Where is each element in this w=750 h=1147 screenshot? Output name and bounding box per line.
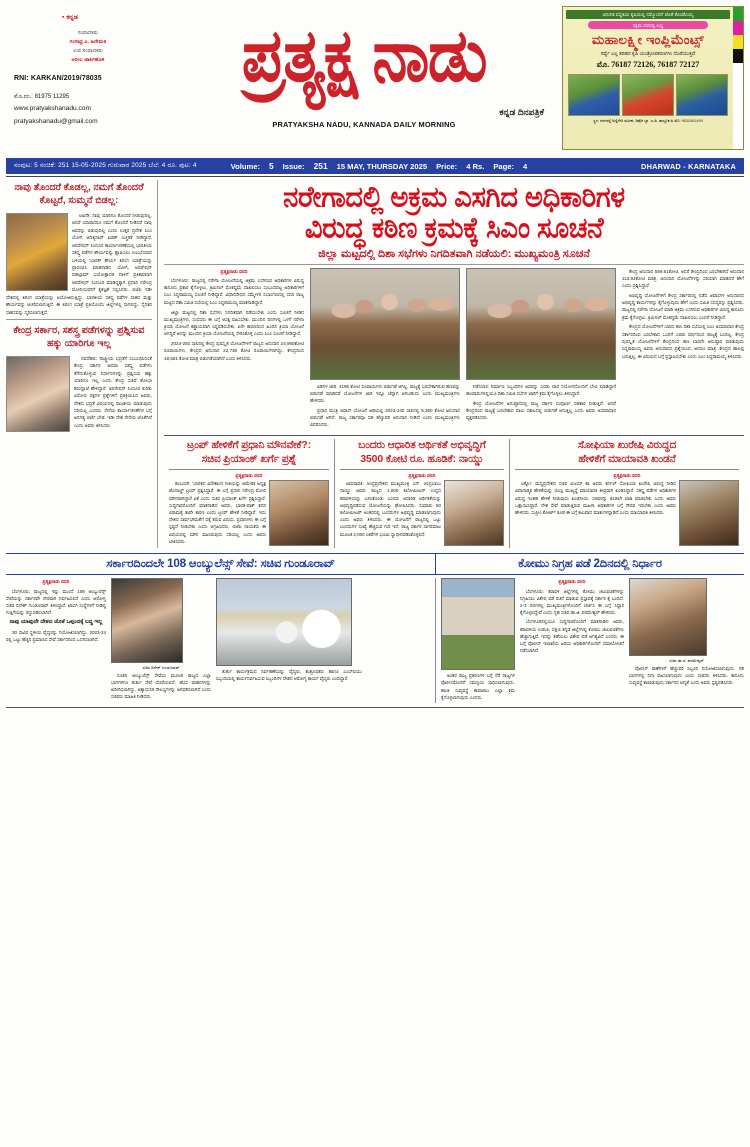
- ad-description: ಸರ್ವ್ಯೆ ಎಲ್ಲ ತರಹದ ಕೃಷಿ ಯಂತ್ರೋಪಕರಣಗಳು ದೊರೆಯುತ್ತವೆ: [600, 52, 696, 57]
- ad-phone: ಮೊ. 76187 72126, 76187 72127: [596, 60, 700, 69]
- masthead-left-info: [6, 6, 166, 156]
- bottom-left-text-2: ನೂತನ ಆಂಬ್ಯುಲೆನ್ಸ್ ಸೇವೆಯ ಮೂಲಕ ರಾಜ್ಯದ ಎಲ್ಲಾ ಭಾಗಗಳಿಗೂ ತುರ್ತು ಸೇವೆ ದೊರೆಯಲಿದೆ. ಹೊಸ ವಾಹನಗಳನ್ನು ಖರೀದಿಸಲಾಗಿದ್ದು, ಅತ್ಯಾಧುನಿಕ ಸೌಲಭ್ಯಗಳನ್ನು ಅಳವಡಿಸಲಾಗಿದೆ ಎಂದು ಸಚಿವರು ಮಾಹಿತಿ ನೀಡಿದರು.: [111, 672, 211, 700]
- bottom-left-text-4: ತುರ್ತು ಕಾರ್ಯಕ್ರಮದ ನಿರ್ವಹಣೆಯನ್ನು ವೈದ್ಯರು, ಶುಶ್ರೂಷಕರು ಹಾಗೂ ಎಎಸ್ಐಯು ಸಿಬ್ಬಂದಿಯಲ್ಲಿ ಕಾರ್ಯನಿರ್ವಹಿಸುವ ಸಿಬ್ಬಂದಿಗಳ ದೇಶದ ಆರೋಗ್ಯ ಕಾರ್ಯ ವೈದ್ಯರು ಎಂದಿದ್ದಾರೆ.: [216, 669, 362, 682]
- bottom-left-ambulance-photo: [216, 578, 352, 666]
- lead-col1-p1: ಬೆಂಗಳೂರು: ರಾಜ್ಯದಲ್ಲಿ ನರೇಗಾ ಯೋಜನೆಯಲ್ಲಿ ಅಕ್ರಮ ಎಸಗಿರುವ ಅಧಿಕಾರಿಗಳ ವಿರುದ್ಧ ಕಾನೂನು ಪ್ರಕಾರ ಕೈಗೊಳ್ಳಲು, ಕ್ರಿಮಿನಲ್ ಮೊಕದ್ದಮೆ ದಾಖಲಿಸಲು ಸಂಬಂಧಪಟ್ಟ ಅಧಿಕಾರಿಗಳಿಗೆ ಸಿಎಂ ಸಿದ್ದರಾಮಯ್ಯ ಸೂಚನೆ ನೀಡಿದ್ದಾರೆ. ವಿಧಾನಸೌಧದ ಸಮ್ಮೇಳನ ಸಭಾಂಗಣದಲ್ಲಿ ಸದನ ರಾಜ್ಯ ಮಟ್ಟದ ದಿಶಾ ಸಮಿತಿ ಸಭೆಯಲ್ಲಿ ಸಿಎಂ ಸಿದ್ದರಾಮಯ್ಯ ಮಾತನಾಡಿದ್ದಾರೆ.: [164, 277, 304, 305]
- contact-phone: ಮೊ.ನಂ.: 81975 11295: [14, 94, 70, 101]
- left-story-2-photo: [6, 356, 70, 432]
- masthead-advertisement[interactable]: [562, 6, 744, 150]
- bottom-left-text-1: ಬೆಂಗಳೂರು: ರಾಜ್ಯದಲ್ಲಿ ಇನ್ನು ಮುಂದೆ 108 ಆಂಬ್ಯುಲೆನ್ಸ್ ಸೇವೆಯನ್ನು ಸರ್ಕಾರವೇ ನೇರವಾಗಿ ನಿರ್ವಹಿಸಲಿದೆ ಎಂದು ಆರೋಗ್ಯ ಸಚಿವ ದಿನೇಶ್ ಗುಂಡೂರಾವ್ ತಿಳಿಸಿದ್ದಾರೆ. ಖಾಸಗಿ ಸಂಸ್ಥೆಗಳಿಗೆ ನೀಡಿದ್ದ ಗುತ್ತಿಗೆಯನ್ನು ರದ್ದುಪಡಿಸಲಾಗಿದೆ.: [6, 588, 106, 616]
- divider-left-stories: [6, 319, 152, 320]
- mid-story-2-photo: [444, 480, 504, 546]
- left-sidebar-column: [6, 180, 158, 548]
- lead-story-photo-meeting: [310, 268, 460, 380]
- bottom-story-communal-force[interactable]: [436, 578, 744, 703]
- bottom-right-text-4: ಅಂತರ ರಾಜ್ಯ ಪ್ರಕರಣಗಳ ಬಗ್ಗೆ ನೆರೆ ರಾಜ್ಯಗಳ ಪೊಲೀಸರೊಂದಿಗೆ ಸಮನ್ವಯ ಸಾಧಿಸಲಾಗುವುದು. ಶಾಂತಿ ಸುವ್ಯವಸ್ಥೆ ಕಾಪಾಡಲು ಎಲ್ಲಾ ಕ್ರಮ ಕೈಗೊಳ್ಳಲಾಗುವುದು ಎಂದರು.: [441, 673, 515, 700]
- rni-number: RNI: KARKAN/2019/78035: [14, 75, 102, 83]
- ad-content: [563, 7, 733, 149]
- bottom-right-col-2: [520, 578, 624, 703]
- lead-col4-p2: ಅಭಿವೃದ್ಧಿ ಯೋಜನೆಗಳಿಗೆ ಕೇಂದ್ರ ಸರ್ಕಾರದಲ್ಲಿ ನಡೆದ ಆವಾಸಗಳ ಅನುದಾನದ ಅಭಿವೃದ್ಧಿ ಕಾರ್ಯಗಳನ್ನು ಕೈಗೊಳ್ಳುವುದು ಹೇಗೆ ಎಂದು ಸಮಿತಿ ಸದಸ್ಯರನ್ನು ಪ್ರಶ್ನಿಸಿದರು. ರಾಜ್ಯದಲ್ಲಿ ನರೇಗಾ ಯೋಜನೆ ಮಾಡಿ ಅಕ್ರಮ ಎಸಗಿರುವ ಅಧಿಕಾರಿಗಳ ವಿರುದ್ಧ ಕಾನೂನು ಕ್ರಮ ಕೈಗೊಳ್ಳಲು, ಕ್ರಿಮಿನಲ್ ಮೊಕದ್ದಮೆ ದಾಖಲಿಸಲು ಎಂದರೆ ನೀಡಿದ್ದಾರೆ.: [622, 292, 744, 320]
- editor-label: ಸಂಪಾದಕರು: [77, 30, 99, 36]
- bottom-right-building-photo: [441, 578, 515, 670]
- mid-story-2-headline: [340, 439, 504, 469]
- masthead-subtitle-english: PRATYAKSHA NADU, KANNADA DAILY MORNING: [272, 120, 456, 130]
- masthead: [6, 0, 744, 156]
- newspaper-title: ಪ್ರತ್ಯಕ್ಷ ನಾಡು: [241, 15, 487, 98]
- lead-subheadline: ಜಿಲ್ಲಾ ಮಟ್ಟದಲ್ಲಿ ದಿಶಾ ಸಭೆಗಳು ನಿಗದಿತವಾಗಿ ನಡೆಯಲಿ: ಮುಖ್ಯಮಂತ್ರಿ ಸೂಚನೆ: [318, 247, 590, 260]
- bottom-headline-right[interactable]: ಕೋಮು ನಿಗ್ರಹ ಪಡೆ 2ದಿನದಲ್ಲಿ ನಿರ್ಧಾರ: [518, 557, 662, 571]
- issue-label: Issue:: [282, 162, 305, 171]
- contact-website[interactable]: www.pratyakshanadu.com: [14, 105, 91, 113]
- mid-story-mayawati[interactable]: [509, 439, 744, 548]
- bottom-left-col-1: [6, 578, 106, 703]
- editor-credits: [14, 29, 162, 64]
- price-value: 4 Rs.: [466, 162, 485, 171]
- mid-story-2-byline: ಪ್ರತ್ಯಕ್ಷನಾಡು ವರದಿ: [408, 473, 436, 479]
- left-story-yogi[interactable]: [6, 180, 152, 316]
- divider-under-infobar: [6, 176, 744, 177]
- bottom-left-col-2: [111, 578, 211, 703]
- mid-story-3-headline-line1: ಸೋಫಿಯಾ ಖುರೇಷಿ ವಿರುದ್ಧದ: [577, 440, 677, 452]
- bottom-left-photo-caption: ಸಚಿವ ದಿನೇಶ್ ಗುಂಡೂರಾವ್: [142, 665, 180, 671]
- ad-tagline-1: ಆಧುನಿಕ ಪದ್ಧತಿಯ ಕೃಷಿಯಲ್ಲಿ ನಮ್ಮೊಂದಿಗೆ ಜೊತೆ ಕೊಂಡೊಯ್ಯ: [566, 10, 730, 19]
- lead-and-mid-area: [158, 180, 744, 548]
- mid-story-1-byline: ಪ್ರತ್ಯಕ್ಷನಾಡು ವರದಿ: [235, 473, 263, 479]
- divider-mid-1: [169, 469, 329, 470]
- lead-headline-block[interactable]: [164, 180, 744, 245]
- lead-column-1: [164, 268, 304, 432]
- page-label: Page:: [493, 162, 515, 171]
- bottom-right-byline: ಪ್ರತ್ಯಕ್ಷನಾಡು ವರದಿ: [558, 579, 586, 585]
- issue-date: 15 MAY, THURSDAY 2025: [336, 162, 428, 171]
- issue-info-bar: [6, 158, 744, 174]
- bottom-headline-left[interactable]: ಸರ್ಕಾರದಿಂದಲೇ 108 ಆಂಬ್ಯುಲೆನ್ಸ್ ಸೇವೆ: ಸಚಿವ ಗುಂಡೂರಾವ್: [6, 554, 436, 574]
- ad-image-trailer: [676, 74, 728, 116]
- lead-story-photo-meeting-right: [466, 268, 616, 380]
- mid-story-3-text: ಲಕ್ನೋ: ಮಧ್ಯಪ್ರದೇಶದ ಸಚಿವ ವಿಜಯ್ ಶಾ ಅವರು ಕರ್ನಲ್ ಸೋಫಿಯಾ ಖುರೇಷಿ ವಿರುದ್ಧ ನೀಡಿದ ವಿವಾದಾತ್ಮಕ ಹೇಳಿಕೆಯನ್ನು ಬಿಎಸ್ಪಿ ಮುಖ್ಯಸ್ಥೆ ಮಾಯಾವತಿ ತೀವ್ರವಾಗಿ ಖಂಡಿಸಿದ್ದಾರೆ. ಸಶಸ್ತ್ರ ಪಡೆಗಳ ಅಧಿಕಾರಿಗಳ ವಿರುದ್ಧ ಇಂತಹ ಹೇಳಿಕೆ ನೀಡುವುದು ಖಂಡನೀಯ. ಸಚಿವರನ್ನು ಕೂಡಲೇ ವಜಾ ಮಾಡಬೇಕು ಎಂದು ಅವರು ಒತ್ತಾಯಿಸಿದ್ದಾರೆ. ದೇಶ ಸೇವೆ ಮಾಡುತ್ತಿರುವ ಮಹಿಳಾ ಅಧಿಕಾರಿಗಳ ಬಗ್ಗೆ ಗೌರವ ಇರಬೇಕು ಎಂದು ಅವರು ಹೇಳಿದರು. ಸುಪ್ರೀಂ ಕೋರ್ಟ್ ಕೂಡ ಈ ಬಗ್ಗೆ ಕಟುವಾದ ಮಾತುಗಳನ್ನಾಡಿದೆ ಎಂದು ಮಾಯಾವತಿ ತಿಳಿಸಿದರು.: [515, 481, 676, 515]
- lead-col3-p2: ಕೇಂದ್ರ ಯೋಜನೆಗಳ ಅನುಷ್ಠಾನದಲ್ಲಿ ರಾಜ್ಯ ಸರ್ಕಾರ ಸಂಪೂರ್ಣ ಸಹಕಾರ ನೀಡುತ್ತಿದೆ. ಆದರೆ ಕೇಂದ್ರದಿಂದ ರಾಜ್ಯಕ್ಕೆ ಬರಬೇಕಾದ ಪಾಲು ಸಕಾಲದಲ್ಲಿ ಬಿಡುಗಡೆ ಆಗುತ್ತಿಲ್ಲ ಎಂದು ಅವರು ಅಸಮಾಧಾನ ವ್ಯಕ್ತಪಡಿಸಿದರು.: [466, 400, 616, 421]
- language-tag: ▪ ಕನ್ನಡ: [62, 14, 162, 22]
- issue-info-english: [231, 161, 528, 171]
- sub-editor-name: ಅನೀಲ ಜಾರ್ಕಿಹೊಳಿ: [71, 56, 105, 63]
- bottom-right-text-1: ಬೆಂಗಳೂರು: ಕರಾವಳಿ ಜಿಲ್ಲೆಗಳಲ್ಲಿ ಕೋಮು ಚಟುವಟಿಕೆಗಳನ್ನು ನಿಗ್ರಹಿಸಲು ವಿಶೇಷ ಪಡೆ ರಚನೆ ಮಾಡುವ ಪ್ರಸ್ತಾಪಕ್ಕೆ ಸರ್ಕಾರ ಕ್ಕೆ ಬಂದಿದೆ. 2-3 ದಿನಗಳಲ್ಲಿ ಮುಖ್ಯಮಂತ್ರಿಗಳೊಂದಿಗೆ ಚರ್ಚಿಸಿ ಈ ಬಗ್ಗೆ ಸಿದ್ಧಾರ ಕೈಗೊಳ್ಳಲಿದ್ದೇವೆ ಎಂದು ಗೃಹ ಸಚಿವ ಡಾ.ಜಿ. ಪರಮೇಶ್ವರ್ ಹೇಳಿದರು.: [520, 588, 624, 616]
- ad-image-plough: [568, 74, 620, 116]
- lead-column-4: [622, 268, 744, 432]
- ad-color-registration-strip: [733, 7, 743, 149]
- bottom-right-col-1: [441, 578, 515, 703]
- editor-name: ಗಂಗಾಧ್ರ ಎ. ಹಿರೇಮಠ: [69, 38, 107, 45]
- volume-label: Volume:: [230, 162, 260, 171]
- masthead-center: [166, 6, 562, 156]
- lead-col2-p2: ಪ್ರಧಾನ ಮಂತ್ರಿ ಆವಾಸ್ ಯೋಜನೆ ಅಡಿಯಲ್ಲಿ 2023-24ರ ಸಾಲಿನಲ್ಲಿ 5,360 ಕೋಟಿ ಅನುದಾನ ಬಿಡುಗಡೆ ಆಗಿದೆ. ರಾಜ್ಯ ಸರ್ಕಾರವೂ ಸಹ ಹೆಚ್ಚುವರಿ ಅನುದಾನ ನೀಡಿದೆ ಎಂದು ಮುಖ್ಯಮಂತ್ರಿಗಳು ವಿವರಿಸಿದರು.: [310, 407, 460, 428]
- issue-info-kannada: ಸಂಪುಟ: 5 ಸಂಚಿಕೆ: 251 15-05-2025 ಗುರುವಾರ 2025 ಬೆಲೆ: 4 ರೂ. ಪುಟ: 4: [14, 162, 197, 169]
- left-story-1-text: ಲಖನೌ: ನಾವು ಯಾರಿಗೂ ತೊಂದರೆ ನೀಡುವುದಿಲ್ಲ. ಆದರೆ ಯಾರಾದರೂ ನಮಗೆ ತೊಂದರೆ ನೀಡಿದರೆ ನಾವು ಅವರನ್ನು ಬಿಡುವುದಿಲ್ಲ ಎಂದು ಉತ್ತರ ಪ್ರದೇಶ ಸಿಎಂ ಯೋಗಿ ಆದಿತ್ಯನಾಥ್ ಖಡಕ್ ಎಚ್ಚರಿಕೆ ನೀಡಿದ್ದಾರೆ. ಆಪರೇಷನ್ ಸಿಂದೂರ ಕಾರ್ಯಾಚರಣೆಯಲ್ಲಿ ಭಾರತೀಯ ಸಶಸ್ತ್ರ ಪಡೆಗಳ ಶೌರ್ಯವನ್ನು ಶ್ಲಾಘಿಸಲು ಉಬಭೆಯಾದ ಬಳಿಯಲ್ಲಿ 'ಭಾರತ್ ಶೌರ್ಯ ತಿರಂಗ ಯಾತ್ರೆ'ಯನ್ನು ಪ್ರಾರಂಭಿಸಿ ಮಾತನಾಡಿದ ಯೋಗಿ, ಆಪರೇಷನ್ ಪಹಲ್ಗಾಮ್ ಭಯೋತ್ಪಾದಕ ದಾಳಿಗೆ ಪ್ರತಿಕಾರವಾಗಿ ಆಪರೇಷನ್ ಸಿಂದೂರ ಮಾಡಿದ್ದಕ್ಕಾಗಿ ಪ್ರಧಾನಿ ನರೇಂದ್ರ ಮೋದಿಯವರಿಗೆ ಕೃತಜ್ಞತೆ ಸಲ್ಲಿಸಿದರು. ಬಿಜೆಪಿ ಇಡೀ ದೇಶದಲ್ಲಿ ತಿರಂಗ ಯಾತ್ರೆಯನ್ನು ಆಯೋಜಿಸುತ್ತಿದ್ದು, ಭಾರತೀಯ ಸಶಸ್ತ್ರ ಪಡೆಗಳ ಸಾಹಸ ಮತ್ತು ಶೌರ್ಯವನ್ನು ಆಚರಿಸಲಾಗುತ್ತಿದೆ. ಈ ತಿರಂಗ ಯಾತ್ರೆ ಪ್ರತಿಯೊಂದು ಜಿಲ್ಲೆಗಳಲ್ಲಿ ಸಾಗಲಿದ್ದು, ಸೈನಿಕರ ಸಾಹಸವನ್ನು ಸ್ಮರಿಸಲಾಗುತ್ತದೆ.: [6, 212, 152, 315]
- ad-brand-name: ಮಹಾಲಕ್ಷ್ಮೀ ಇಂಪ್ಲಿಮೆಂಟ್ಸ್: [591, 32, 705, 47]
- ad-tagline-2: ಸಕ್ಷಮ ದರದಲ್ಲಿ ಲಭ್ಯ: [588, 21, 708, 29]
- bottom-left-byline: ಪ್ರತ್ಯಕ್ಷನಾಡು ವರದಿ: [42, 579, 70, 585]
- bottom-right-col-3: [629, 578, 744, 703]
- mid-story-1-headline-line2: ಸಚಿವ ಪ್ರಿಯಾಂಕ್ ಖರ್ಗೆ ಪ್ರಶ್ನೆ: [201, 453, 297, 465]
- bottom-right-text-2: ಬೆಂಗಳೂರಿನಲ್ಲಿಯೂ ಸುದ್ದಿಗಾರರೊಂದಿಗೆ ಮಾತನಾಡಿದ ಅವರು, ಕರಾವಳಿಯ ಉಡುಪಿ, ದಕ್ಷಿಣ ಕನ್ನಡ ಜಿಲ್ಲೆಗಳಲ್ಲಿ ಕೋಮು ಚಟುವಟಿಕೆಗಳು ಹೆಚ್ಚಾಗುತ್ತಿವೆ. ಇದನ್ನು ತಡೆಯಲು ವಿಶೇಷ ಪಡೆ ಅಗತ್ಯವಿದೆ ಎಂದರು. ಈ ಬಗ್ಗೆ ಪೊಲೀಸ್ ಇಲಾಖೆಯ ಹಿರಿಯ ಅಧಿಕಾರಿಗಳೊಂದಿಗೆ ಸಮಾಲೋಚನೆ ನಡೆಸಲಾಗಿದೆ.: [520, 619, 624, 654]
- page-footer-divider: [6, 707, 744, 708]
- divider-mid-2: [340, 469, 504, 470]
- mid-story-2-text: ಅಮರಾವತಿ: ಆಂಧ್ರಪ್ರದೇಶದ ಮುಖ್ಯಮಂತ್ರಿ ಎನ್. ಚಂದ್ರಬಾಬು ನಾಯ್ಡು ಅವರು ರಾಜ್ಯದ 1,000 ಕಿಲೋಮೀಟರ್ ಉದ್ದದ ಕರಾವಳಿಯನ್ನು ಬಳಸಿಕೊಂಡು ಬಂದರು ಆಧಾರಿತ ಆರ್ಥಿಕತೆಯನ್ನು ಅಭಿವೃದ್ಧಿಪಡಿಸುವ ಯೋಜನೆಯನ್ನು ಘೋಷಿಸಿದರು. ಸುಮಾರು 50 ಕಿಲೋಮೀಟರ್ ಅಂತರದಲ್ಲಿ ಬಂದರುಗಳ ಅಭಿವೃದ್ಧಿ ಮಾಡಲಾಗುವುದು ಎಂದು ಅವರು ತಿಳಿಸಿದರು. ಈ ಯೋಜನೆಗೆ ರಾಜ್ಯದಲ್ಲಿ ಒಟ್ಟು ಬಂದರುಗಳ ಸಂಖ್ಯೆ ಹೆಚ್ಚಿಸುವ ಗುರಿ ಇದೆ. ರಾಜ್ಯ ಸರ್ಕಾರ ಸಾಗರಮಾಲ ಮೂಲಕ 2,000 ಎಕರೆಗಳ ಭೂಮಿ ಸ್ವಾಧೀನಪಡಿಸಿಕೊಳ್ಳಲಿದೆ.: [340, 481, 441, 537]
- lead-column-2: [310, 268, 460, 432]
- lead-headline-line2: ವಿರುದ್ಧ ಕಠಿಣ ಕ್ರಮಕ್ಕೆ ಸಿಎಂ ಸೂಚನೆ: [304, 210, 604, 244]
- bottom-content-area: [6, 578, 744, 703]
- mid-story-3-headline: [515, 439, 739, 469]
- issue-value: 251: [313, 161, 328, 171]
- left-story-2-headline: ಕೇಂದ್ರ ಸರ್ಕಾರ, ಸಶಸ್ತ್ರ ಪಡೆಗಳನ್ನು ಪ್ರಶ್ನಿಸುವ ಹಕ್ಕು ಯಾರಿಗೂ ಇಲ್ಲ: [13, 325, 145, 349]
- volume-value: 5: [269, 161, 274, 171]
- contact-email[interactable]: pratyakshanadu@gmail.com: [14, 117, 98, 125]
- divider-mid-3: [515, 469, 739, 470]
- lead-column-3: [466, 268, 616, 432]
- masthead-subtitle-kannada: ಕನ್ನಡ ದಿನಪತ್ರಿಕೆ: [499, 107, 544, 118]
- mid-story-trump[interactable]: [164, 439, 334, 548]
- mid-story-3-headline-line2: ಹೇಳಿಕೆಗೆ ಮಾಯಾವತಿ ಖಂಡನೆ: [578, 453, 676, 465]
- left-story-shobha[interactable]: [6, 323, 152, 429]
- mid-story-2-headline-line2: 3500 ಕೋಟಿ ರೂ. ಹೂಡಿಕೆ: ನಾಯ್ಡು: [360, 453, 484, 465]
- bottom-left-subhead: ನಾವು ಯಾವುದೇ ದೇಶದ ಜೊತೆ ಒಪ್ಪಂದಕ್ಕೆ ಬದ್ಧ ಇಲ್ಲ: [9, 619, 103, 626]
- lead-col1-p2: ಜಿಲ್ಲಾ ಮಟ್ಟದಲ್ಲಿ ದಿಶಾ ಸಭೆಗಳು ನಿಗದಿತವಾಗಿ ನಡೆಯಬೇಕು ಎಂದು ಸೂಚನೆ ನೀಡಿದ ಮುಖ್ಯಮಂತ್ರಿಗಳು, ಸಂಸದರು ಈ ಬಗ್ಗೆ ಆಸಕ್ತಿ ವಹಿಸಬೇಕು. ಮುಂದಿನ ದಿನಗಳಲ್ಲಿ ಒಳಗೆ ನರೇಗಾ ಕ್ರಿಯಾ ಯೋಜನೆ ಕಡ್ಡಾಯವಾಗಿ ಸಿದ್ಧಪಡಿಸಬೇಕು. ಏನೇ ಕಾರಣದಿಂದ ಹಿಂದಿನ ಕ್ರಿಯಾ ಯೋಜನೆ ಆಗದ್ದಿರೆ ಅದನ್ನು ಮುಂದಿನ ಕ್ರಿಯಾ ಯೋಜನೆಯಲ್ಲಿ ಸೇರಿಸಿಕೊಳ್ಳಿ ಎಂದು ಸಿಎಂ ಸೂಚನೆ ನೀಡಿದ್ದಾರೆ.: [164, 309, 304, 337]
- lead-story-columns: [164, 268, 744, 432]
- divider-above-mid-stories: [164, 435, 744, 436]
- ad-product-images: [566, 74, 730, 116]
- bottom-story-ambulance[interactable]: [6, 578, 436, 703]
- lead-col3-p1: ನಡೆಸಲಾದ ನಿರ್ಮಾಣ ಸಿಬ್ಬಂದಿಗಳ ಅವರನ್ನು ಎರಡು ವಾರ ನಿಯೋಗದೊಂದಿಗೆ ಭೇಟಿ ಮಾಡಿದ್ದಾರೆ ಹಲವಾರುಗಳಲ್ಲಿಯೂ ದಿಶಾ ಸಮಿತಿ ಸಭೆಗಳ ಜಾರಿಗೆ ಕ್ರಮ ಕೈಗೊಳ್ಳಲು ತಿಳಿಸಿದ್ದಾರೆ.: [466, 383, 616, 396]
- mid-story-naidu[interactable]: [334, 439, 509, 548]
- mid-stories-row: [164, 439, 744, 548]
- contact-block: [14, 92, 162, 127]
- bottom-left-text-3b: 30 ಸಾವಿರ ಸ್ಥಳೀಯ ವೈದ್ಯರನ್ನು ನಿಯೋಜಿಸಲಾಗಿದ್ದು, 2023-24 ರಲ್ಲಿ ಒಟ್ಟು ಹೆಚ್ಚಿನ ಪ್ರಮಾಣದ ಸೇವೆ ಸರ್ಕಾರದಿಂದ ಒದಗಿಸಲಾಗಿದೆ.: [6, 630, 106, 643]
- left-story-2-text: ನವದೆಹಲಿ: 'ರಾಷ್ಟ್ರೀಯ ಭದ್ರತೆಗೆ ಸಂಬಂಧಿಸಿದಂತೆ ಕೇಂದ್ರ ಸರ್ಕಾರ ಅಥವಾ ಸಶಸ್ತ್ರ ಪಡೆಗಳು ತೆಗೆದುಕೊಳ್ಳುವ ನಿರ್ಧಾರಗಳನ್ನು ಪ್ರಶ್ನಿಸುವ ಹಕ್ಕು ಯಾರಿಗೂ ಇಲ್ಲ ಎಂದು ಕೇಂದ್ರ ಸಚಿವೆ ಶೋಭಾ ಕರಂದ್ಲಾಜೆ ಹೇಳಿದ್ದಾರೆ. ಆಪರೇಷನ್ ಸಿಂದೂರ ಕುರಿತು ವಿರೋಧ ಪಕ್ಷಗಳ ಪ್ರಶ್ನೆಗಳಿಗೆ ಪ್ರತಿಕ್ರಿಯಿಸಿದ ಅವರು, ದೇಶದ ಭದ್ರತೆ ವಿಷಯದಲ್ಲಿ ರಾಜಕೀಯ ಮಾಡುವುದು ಸರಿಯಲ್ಲ ಎಂದರು. ಸೇನೆಯ ಕಾರ್ಯಾಚರಣೆಗಳ ಬಗ್ಗೆ ಅನಗತ್ಯ ಚರ್ಚೆ ಬೇಡ. ಇಡೀ ದೇಶ ಸೇನೆಯ ಜೊತೆಗಿದೆ ಎಂದು ಅವರು ತಿಳಿಸಿದರು.: [74, 355, 152, 428]
- divider-under-lead-headline: [164, 264, 744, 265]
- lead-headline-line1: ನರೇಗಾದಲ್ಲಿ ಅಕ್ರಮ ಎಸಗಿದ ಅಧಿಕಾರಿಗಳ: [283, 180, 625, 213]
- main-content-area: [6, 180, 744, 548]
- mid-story-1-headline: [169, 439, 329, 469]
- lead-col4-p3: ಕೇಂದ್ರದ ಯೋಜನೆಗಳಿಗೆ ಬಾರದ ಹಣ ದಿಶಾ ಸಭೆಯಲ್ಲಿ ಸಿಎಂ ಅಸಮಾಧಾನ ಕೇಂದ್ರ ಸರ್ಕಾರದಿಂದ ಬರಬೇಕಾದ ಒಂದಿಗೆ ಎರಡು ವರ್ಷದಿಂದ ರಾಜ್ಯಕ್ಕೆ ಬಂದಿಲ್ಲ. ಕೇಂದ್ರ ಪುರಸ್ಕೃತ ಯೋಜನೆಗಳಿಗೆ ಕೇಂದ್ರದಿಂದ ಹಣ ಬಾರದೇ ಅನುಷ್ಠಾನ ಮಾಡುವುದು ಸಿದ್ದರಾಮಯ್ಯ ಅವರು ಅನುದಾನದ ಪ್ರಶ್ನೆಯಿಂದ, ಅದರೂ ಮಾತ್ರ. ಕೇಂದ್ರದ ಹಾಲಪ್ಪ ಬರುತ್ತಿಲ್ಲ. ಈ ವಿಷಯದ ಬಗ್ಗೆ ಪ್ರಸ್ತಾಪಿಸಬೇಕು ಎಂದು ಸಿಎಂ ಸಿದ್ದರಾಮಯ್ಯ ತಿಳಿಸಿದರು.: [622, 324, 744, 359]
- mid-story-2-headline-line1: ಬಂದರು ಆಧಾರಿತ ಆರ್ಥಿಕತೆ ಅಭಿವೃದ್ಧಿಗೆ: [358, 440, 486, 452]
- sub-editor-label: ಉಪ ಸಂಪಾದಕರು: [73, 47, 103, 54]
- bottom-right-text-3: ಪೊಲೀಸ್ ಠಾಣೆಗಳಿಗೆ ಹೆಚ್ಚುವರಿ ಸಿಬ್ಬಂದಿ ನಿಯೋಜಿಸಲಾಗುವುದು. ಗಡಿ ಭಾಗಗಳಲ್ಲಿ ನಿಗಾ ವಹಿಸಲಾಗುವುದು ಎಂದು ಸಚಿವರು ತಿಳಿಸಿದರು. ಕಾನೂನು ಸುವ್ಯವಸ್ಥೆ ಕಾಪಾಡುವುದು ಸರ್ಕಾರದ ಆದ್ಯತೆ ಎಂದು ಅವರು ಸ್ಪಷ್ಟಪಡಿಸಿದರು.: [629, 665, 744, 685]
- lead-byline: ಪ್ರತ್ಯಕ್ಷನಾಡು ವರದಿ: [220, 268, 248, 274]
- mid-story-3-photo: [679, 480, 739, 546]
- bottom-left-col-3: [216, 578, 362, 703]
- bottom-right-minister-photo: [629, 578, 707, 656]
- price-label: Price:: [436, 162, 458, 171]
- bottom-right-photo-caption: ಸಚಿವ ಡಾ.ಜಿ. ಪರಮೇಶ್ವರ್: [669, 658, 704, 664]
- mid-story-3-byline: ಪ್ರತ್ಯಕ್ಷನಾಡು ವರದಿ: [613, 473, 641, 479]
- left-story-1-headline: ನಾವು ತೊಂದರೆ ಕೊಡಲ್ಲ, ನಮಗೆ ತೊಂದರೆ ಕೊಟ್ಟರೆ, ಸುಮ್ಮನೆ ಬಿಡಲ್ಲ:: [14, 182, 144, 206]
- mid-story-1-text: ಕಲಬುರಗಿ: 'ಭಾರತದ ವಿದೇಶಾಂಗ ನೀತಿಯನ್ನು ಅಮೇರಿಕ ಅಧ್ಯಕ್ಷ ಡೊನಾಲ್ಡ್ ಟ್ರಂಪ್ ಪ್ರಶ್ನಿಸಿದ್ದಾರೆ. ಈ ಬಗ್ಗೆ ಪ್ರಧಾನಿ ನರೇಂದ್ರ ಮೋದಿ ಮೌನವಾಗಿದ್ದಾರೆ ಏಕೆ ಎಂದು ಸಚಿವ ಪ್ರಿಯಾಂಕ್ ಖರ್ಗೆ ಪ್ರಶ್ನಿಸಿದ್ದಾರೆ. ಸುದ್ದಿಗಾರರೊಂದಿಗೆ ಮಾತನಾಡಿದ ಅವರು, ಭಾರತ-ಪಾಕ್ ಕದನ ವಿರಾಮಕ್ಕೆ ತಾವೇ ಕಾರಣ ಎಂದು ಟ್ರಂಪ್ ಹೇಳಿಕೆ ನೀಡಿದ್ದಾರೆ. ಇದು ದೇಶದ ಸಾರ್ವಭೌಮತೆಗೆ ಧಕ್ಕೆ ತರುವ ವಿಷಯ. ಪ್ರಧಾನಿಗಳು ಈ ಬಗ್ಗೆ ಸ್ಪಷ್ಟನೆ ನೀಡಬೇಕು ಎಂದು ಆಗ್ರಹಿಸಿದರು. ಬಿಜೆಪಿ ನಾಯಕರು ಈ ವಿಷಯದಲ್ಲಿ ಮೌನ ವಹಿಸಿರುವುದು ಸರಿಯಲ್ಲ ಎಂದು ಅವರು ಟೀಕಿಸಿದರು.: [169, 481, 266, 544]
- ad-image-rotavator: [622, 74, 674, 116]
- lead-col1-p3: 2024-25ರ ಸಾಲಿನಲ್ಲಿ ಕೇಂದ್ರ ಪುರಸ್ಕೃತ ಯೋಜನೆಗಳಿಗೆ ರಾಜ್ಯದ ಅನುದಾನ 24,960ಕೋಟಿ ರೂಪಾಯಿಗಳು, ಕೇಂದ್ರದ ಅನುದಾನ 22,738 ಕೋಟಿ ರೂಪಾಯಿಗಳಾಗಿದ್ದು, ಕೇಂದ್ರದಿಂದ 18,561 ಕೋಟಿ ಮಾತ್ರ ಬಿಡುಗಡೆಯಾಗಿದೆ ಎಂದು ತಿಳಿಸಿದರು.: [164, 341, 304, 361]
- left-story-1-photo: [6, 213, 68, 291]
- ad-footer-address: ಸ್ಥಳ: ಗದಗರಸ್ತೆ ಅಣ್ಣಿಗೇರಿ ಸಮೀಪ, ಡಿಪೋ ಬ್ಯಾ. ಎ-ಹಿ. ತಾಲ್ಲೂಕ-ಹಿ ಮೊ: 9632461499: [593, 119, 703, 123]
- mid-story-1-headline-line1: ಟ್ರಂಪ್ ಹೇಳಿಕೆಗೆ ಪ್ರಧಾನಿ ಮೌನವೇಕೆ?:: [187, 440, 311, 452]
- lead-col2-p1: ವಿಡಿಗಳ ಜಾರಿ. 4195 ಕೋಟಿ ರೂಪಾಯಿಗಳು ಬಿಡುಗಡೆ ಆಗಿಲ್ಲ. ರಾಜ್ಯಕ್ಕೆ ಬರಬೇಕಾಗಿರುವ ಹಣವನ್ನು ಬಿಡುಗಡೆ ಮಾಡಿದರೆ ಯೋಜನೆಗಳ ಜಾರಿ ಇನ್ನೂ ಚೆನ್ನಾಗಿ ಆಗಬಹುದು ಎಂದು ಮುಖ್ಯಮಂತ್ರಿಗಳು ಹೇಳಿದರು.: [310, 383, 460, 404]
- bottom-headline-bar: [6, 553, 744, 575]
- page-value: 4: [523, 162, 528, 171]
- mid-story-1-photo: [269, 480, 329, 546]
- lead-col4-p1: ಕೇಂದ್ರ ಅನುದಾನ 559.61ಕೋಟಿ, ಆದರೆ ಕೇಂದ್ರದಿಂದ ಬರಬೇಕಾಗಿದೆ ಅನುದಾನ 113.92ಕೋಟಿ ಮಾತ್ರ. ಅನುದಾನ ಯೋಜನೆಗಳನ್ನು ಸರಿಯಾಗಿ ಮಾಡಿದರೆ ಹೇಗೆ ಎಂದು ಪ್ರಶ್ನಿಸಿದ್ದಾರೆ.: [622, 268, 744, 289]
- edition-location: DHARWAD - KARNATAKA: [641, 161, 736, 171]
- bottom-left-minister-photo: [111, 578, 183, 663]
